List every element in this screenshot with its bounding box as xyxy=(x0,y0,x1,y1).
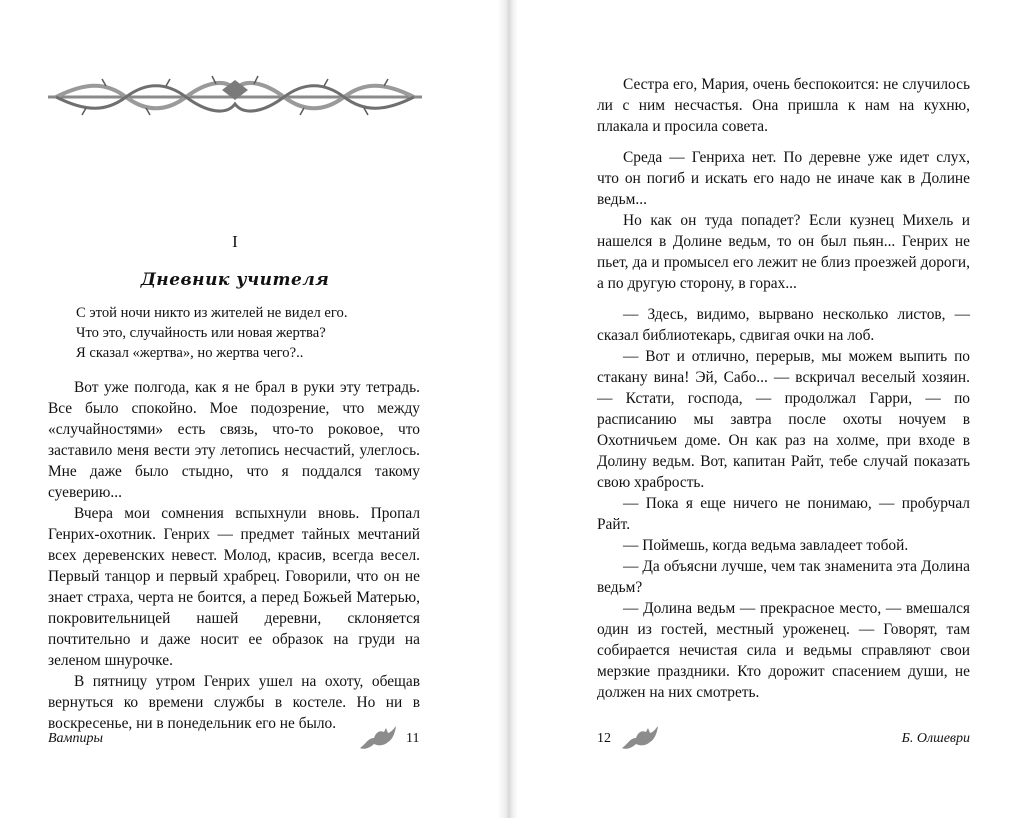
epigraph xyxy=(76,303,416,363)
footer-book-title: Вампиры xyxy=(48,731,103,746)
paragraph: В пятницу утром Генрих ушел на охоту, обещав вернуться ко времени службы в костеле. Но ни в воскресенье, ни в понедельник его не было. xyxy=(48,673,420,732)
left-body-text xyxy=(48,377,420,734)
paragraph: — Здесь, видимо, вырвано несколько листов, — сказал библиотекарь, сдвигая очки на лоб. xyxy=(597,306,970,344)
paragraph: — Пока я еще ничего не понимаю, — пробурчал Райт. xyxy=(597,495,970,533)
epigraph-line: Что это, случайность или новая жертва? xyxy=(76,325,326,341)
thorn-vine-ornament xyxy=(46,70,424,122)
paragraph: Вот уже полгода, как я не брал в руки эту тетрадь. Все было спокойно. Мое подозрение, что между «случайностями» есть связь, что-то роковое, что заставило меня вести эту летопись несчастий, улеглось. Мне даже было стыдно, что я поддался такому суеверию... xyxy=(48,379,420,501)
page-number: 11 xyxy=(406,731,420,746)
bat-icon xyxy=(358,724,398,752)
paragraph: Среда — Генриха нет. По деревне уже идет слух, что он погиб и искать его надо не иначе как в Долине ведьм... xyxy=(597,149,970,208)
paragraph: — Да объясни лучше, чем так знаменита эта Долина ведьм? xyxy=(597,558,970,596)
paragraph: Но как он туда попадет? Если кузнец Михель и нашелся в Долине ведьм, то он был пьян... Генрих не пьет, да и промысел его лежит не близ проезжей дороги, а по другую сторону, в горах... xyxy=(597,212,970,292)
epigraph-line: Я сказал «жертва», но жертва чего?.. xyxy=(76,345,304,361)
chapter-title: Дневник учителя xyxy=(140,270,330,290)
book-spine-shadow xyxy=(498,0,518,818)
paragraph: Вчера мои сомнения вспыхнули вновь. Пропал Генрих-охотник. Генрих — предмет тайных мечтаний всех деревенских невест. Молод, красив, всегда весел. Первый танцор и первый храбрец. Говорили, что он не знает страха, черта не боится, а перед Божьей Матерью, покровительницей нашей деревни, склоняется почтительно и даже носит ее образок на груди на зеленом шнурочке. xyxy=(48,505,420,669)
paragraph: Сестра его, Мария, очень беспокоится: не случилось ли с ним несчастья. Она пришла к нам на кухню, плакала и просила совета. xyxy=(597,76,970,135)
footer-author: Б. Олшеври xyxy=(901,731,970,746)
paragraph: — Поймешь, когда ведьма завладеет тобой. xyxy=(623,537,909,554)
chapter-number: I xyxy=(232,232,238,251)
right-body-text xyxy=(597,74,970,703)
paragraph: — Долина ведьм — прекрасное место, — вмешался один из гостей, местный уроженец. — Говорят, там собирается нечистая сила и ведьмы справляют свои мерзкие праздники. Кто дорожит спасением души, не должен на них смотреть. xyxy=(597,600,970,701)
epigraph-line: С этой ночи никто из жителей не видел его. xyxy=(76,305,348,321)
bat-icon xyxy=(620,724,660,752)
page-number: 12 xyxy=(597,731,611,746)
left-page xyxy=(0,0,505,818)
paragraph: — Вот и отлично, перерыв, мы можем выпить по стакану вина! Эй, Сабо... — вскричал веселый хозяин. — Кстати, господа, — продолжал Гарри, — по расписанию мы завтра после охоты ночуем в Охотничьем доме. Он как раз на холме, при входе в Долину ведьм. Вот, капитан Райт, тебе случай показать свою храбрость. xyxy=(597,348,970,491)
